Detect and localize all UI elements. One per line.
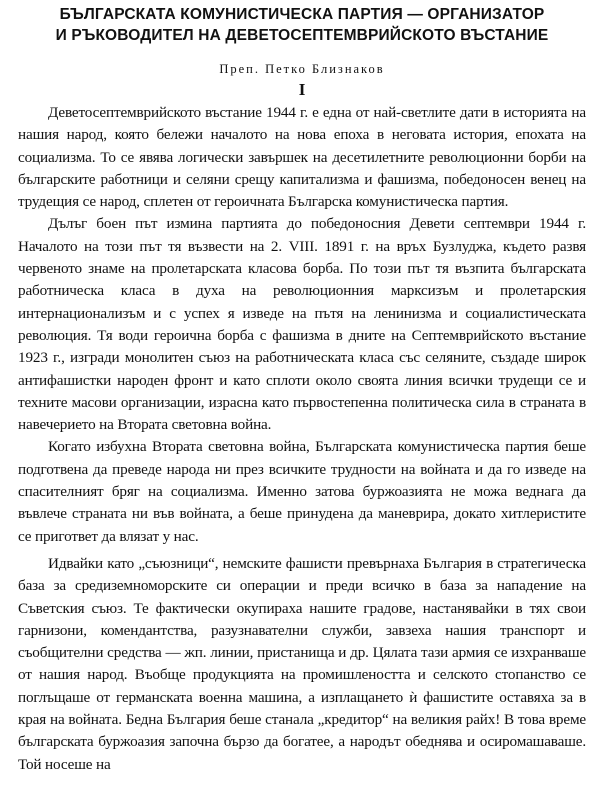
section-number: I: [298, 80, 306, 99]
body-paragraph-3: Когато избухна Втората световна война, Българската комунистическа партия беше подготвена да преведе народа ни през всичките трудности на войната и да го изведе на спасителният бряг на социализма. Именно затова буржоазията не можа веднага да въвлече страната ни във войната, а беше принудена да маневрира, докато хитлеристите се пригответ да влязат у нас.: [18, 438, 586, 545]
article-title-line-2: И РЪКОВОДИТЕЛ НА ДЕВЕТОСЕПТЕМВРИЙСКОТО ВЪСТАНИЕ: [55, 27, 549, 44]
article-title-line-1: БЪЛГАРСКАТА КОМУНИСТИЧЕСКА ПАРТИЯ — ОРГАНИЗАТОР: [59, 6, 545, 23]
body-paragraph-1: Деветосептемврийското въстание 1944 г. е една от най-светлите дати в историята на нашия народ, която бележи началото на нова епоха в неговата история, епохата на социализма. То се явява логически завършек на десетилетните революционни борби на българските работници и селяни срещу капитализма и фашизма, победоносен венец на трудещия се народ, сплетен от героичната Българска комунистическа партия.: [18, 104, 586, 211]
author-line: Преп. Петко Близнаков: [219, 62, 385, 76]
body-paragraph-4: Идвайки като „съюзници“, немските фашисти превърнаха България в стратегическа база за средиземноморските си операции и преди всичко в база за нападение на Съветския съюз. Те фактически окупираха нашите градове, настанявайки в тях свои гарнизони, комендантства, разузнавателни служби, завзеха нашия транспорт и съобщителни средства — жп. линии, пристанища и др. Цялата тази армия се изхранваше от нашия народ. Въобще продукцията на промишлеността и селското стопанство се поглъщаше от германската военна машина, а изплащането ѝ фашистите оставяха за в края на войната. Бедна България беше станала „кредитор“ на великия райх! В това време българската буржоазия започна бързо да богатее, а народът обеднява и осиромашаваше. Той носеше на: [18, 554, 586, 773]
body-paragraph-2: Дълъг боен път измина партията до победоносния Девети септември 1944 г. Началото на този път тя възвести на 2. VIII. 1891 г. на връх Бузлуджа, където развя червеното знаме на пролетарската класова борба. По този път тя възпита българската работническа класа в духа на революционния марксизъм и пролетарския интернационализъм и с успех я изведе на пътя на ленинизма и социалистическата революция. Тя води героична борба с фашизма в дните на Септемврийското въстание 1923 г., изгради монолитен съюз на работническата класа със селяните, създаде широк антифашистки народен фронт и като сплоти около своята линия всички трудещи се и техните масови организации, израсна като първостепенна политическа сила в страната в навечерието на Втората световна война.: [18, 215, 586, 434]
article-title: [18, 4, 586, 46]
